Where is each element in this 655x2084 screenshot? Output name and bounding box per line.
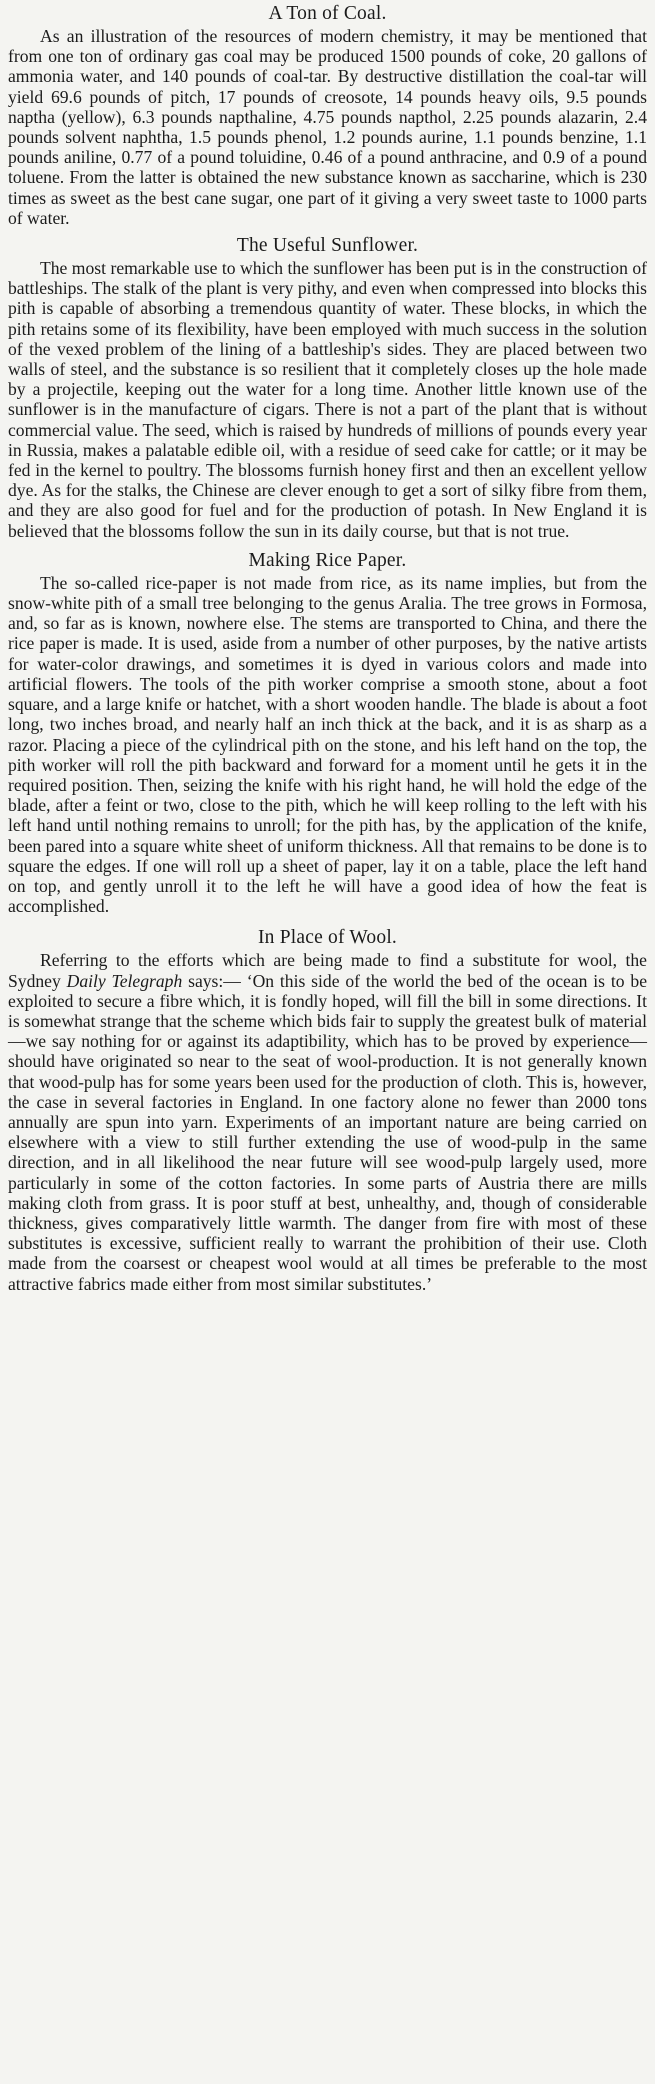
article-headline: In Place of Wool. [257,927,398,949]
article-ton-of-coal [8,2,647,228]
article-body [8,950,647,1293]
article-useful-sunflower [8,234,647,541]
article-making-rice-paper [8,549,647,916]
article-headline: Making Rice Paper. [248,549,407,571]
article-body: The most remarkable use to which the sunflower has been put is in the construction of battleships. The stalk of the plant is very pithy, and even when compressed into blocks this pith is capable of absorbing a tremendous quantity of water. These blocks, in which the pith retains some of its flexibility, have been employed with much success in the solution of the vexed problem of the lining of a battleship's sides. They are placed between two walls of steel, and the substance is so resilient that it completely closes up the hole made by a projectile, keeping out the water for a long time. Another little known use of the sunflower is in the manufacture of cigars. There is not a part of the plant that is without commercial value. The seed, which is raised by hundreds of millions of pounds every year in Russia, makes a palatable edible oil, with a residue of seed cake for cattle; or it may be fed in the kernel to poultry. The blossoms furnish honey first and then an excellent yellow dye. As for the stalks, the Chinese are clever enough to get a sort of silky fibre from them, and they are also good for fuel and for the production of potash. In New England it is believed that the blossoms follow the sun in its daily course, but that is not true. [8,258,647,541]
article-body: The so-called rice-paper is not made from rice, as its name implies, but from the snow-white pith of a small tree belonging to the genus Aralia. The tree grows in Formosa, and, so far as is known, nowhere else. The stems are transported to China, and there the rice paper is made. It is used, aside from a number of other purposes, by the native artists for water-color drawings, and sometimes it is dyed in various colors and made into artificial flowers. The tools of the pith worker comprise a smooth stone, about a foot square, and a large knife or hatchet, with a short wooden handle. The blade is about a foot long, two inches broad, and nearly half an inch thick at the back, and it is as sharp as a razor. Placing a piece of the cylindrical pith on the stone, and his left hand on the top, the pith worker will roll the pith backward and forward for a moment until he gets it in the required position. Then, seizing the knife with his right hand, he will hold the edge of the blade, after a feint or two, close to the pith, which he will keep rolling to the left with his left hand until nothing remains to unroll; for the pith has, by the application of the knife, been pared into a square white sheet of uniform thickness. All that remains to be done is to square the edges. If one will roll up a sheet of paper, lay it on a table, place the left hand on top, and gently unroll it to the left he will have a good idea of how the feat is accomplished. [8,572,647,917]
article-headline: The Useful Sunflower. [236,235,419,257]
article-headline: A Ton of Coal. [268,3,387,24]
article-body-quote: says:— ‘On this side of the world the bed of the ocean is to be exploited to secure a fibre which, it is fondly hoped, will fill the bill in some directions. It is somewhat strange that the scheme which bids fair to supply the greatest bulk of material—we say nothing for or against its adaptibility, which has to be proved by experience—should have originated so near to the seat of wool-production. It is not generally known that wood-pulp has for some years been used for the production of cloth. This is, however, the case in several factories in England. In one factory alone no fewer than 2000 tons annually are spun into yarn. Experiments of an important nature are being carried on elsewhere with a view to still further extending the use of wood-pulp in the same direction, and in all likelihood the near future will see wood-pulp largely used, more particularly in some of the cotton factories. In some parts of Austria there are mills making cloth from grass. It is poor stuff at best, unhealthy, and, though of considerable thickness, gives comparatively little warmth. The danger from fire with most of these substitutes is excessive, sufficient really to warrant the prohibition of their use. Cloth made from the coarsest or cheapest wool would at all times be preferable to the most attractive fabrics made either from most similar substitutes.’ [8,970,647,1294]
newspaper-source-name: Daily Telegraph [66,970,183,991]
article-in-place-of-wool [8,926,647,1293]
article-body-intro: Referring to the efforts which are being made to find a substitute for wool, the Sydney [8,950,647,991]
article-body: As an illustration of the resources of modern chemistry, it may be mentioned that from one ton of ordinary gas coal may be produced 1500 pounds of coke, 20 gallons of ammonia water, and 140 pounds of coal-tar. By destructive distillation the coal-tar will yield 69.6 pounds of pitch, 17 pounds of creosote, 14 pounds heavy oils, 9.5 pounds naptha (yellow), 6.3 pounds napthaline, 4.75 pounds napthol, 2.25 pounds alazarin, 2.4 pounds solvent naphtha, 1.5 pounds phenol, 1.2 pounds aurine, 1.1 pounds benzine, 1.1 pounds aniline, 0.77 of a pound toluidine, 0.46 of a pound anthracine, and 0.9 of a pound toluene. From the latter is obtained the new substance known as saccharine, which is 230 times as sweet as the best cane sugar, one part of it giving a very sweet taste to 1000 parts of water. [8,26,647,228]
